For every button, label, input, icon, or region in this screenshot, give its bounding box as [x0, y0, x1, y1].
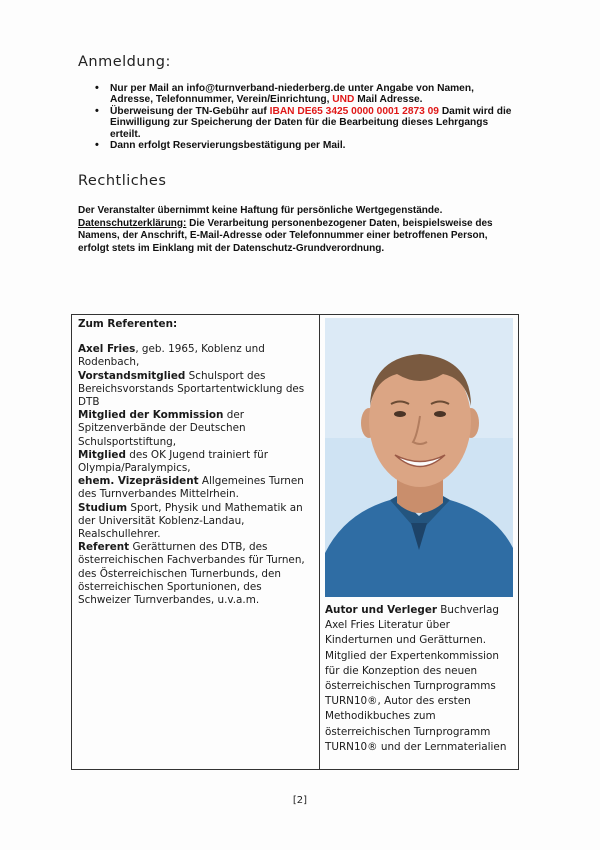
bio-role: ehem. Vizepräsident [78, 475, 199, 488]
privacy-paragraph [78, 218, 518, 256]
bio-text: Allgemeines Turnen des Turnverbandes Mittelrhein. [78, 475, 304, 501]
privacy-label: Datenschutzerklärung: [78, 217, 187, 229]
anmeldung-list [95, 83, 515, 152]
legal-text [78, 205, 518, 255]
bio-paragraph [78, 370, 314, 410]
bio-role: Mitglied [78, 448, 126, 461]
bio-role: Studium [78, 501, 128, 514]
bio-text: des OK Jugend trainiert für Olympia/Paralympics, [78, 448, 268, 475]
bio-paragraph [78, 541, 314, 607]
bullet-text: Damit wird die Einwilligung zur Speicherung der Daten für die Bearbeitung dieses Lehrgangs erteilt. [110, 106, 512, 140]
bio-text: , geb. 1965, Koblenz und Rodenbach, [78, 343, 265, 369]
bio-text: Buchverlag Axel Fries Literatur über Kinderturnen und Gerätturnen. Mitglied der Expertenkommission für die Konzeption des neuen österreichischen Turnprogramms TURN10®, Autor des ersten Methodikbuches zum österreichischen Turnprogramm TURN10® und der Lernmaterialien [325, 604, 507, 753]
bio-role: Referent [78, 541, 130, 554]
list-item [95, 83, 515, 106]
portrait-icon [325, 318, 513, 597]
bullet-text: Nur per Mail an info@turnverband-niederberg.de unter Angabe von Namen, Adresse, Telefonnummer, Verein/Einrichtung, [110, 83, 474, 106]
bio-role: Vorstandsmitglied [78, 369, 186, 382]
und-highlight: UND [332, 94, 355, 106]
list-item [95, 106, 515, 140]
bio-text: der Spitzenverbände der Deutschen Schulsportstiftung, [78, 409, 246, 448]
bullet-text: Dann erfolgt Reservierungsbestätigung per Mail. [110, 140, 346, 152]
bio-text: Gerätturnen des DTB, des österreichischen Fachverbandes für Turnen, des Österreichischen Turnerbunds, den österreichischen Sportunionen, des Schweizer Turnverbandes, u.v.a.m. [78, 541, 305, 607]
referent-heading: Zum Referenten: [78, 318, 178, 330]
bio-paragraph [78, 475, 314, 501]
bio-role: Mitglied der Kommission [78, 409, 224, 422]
bio-paragraph [78, 409, 314, 449]
column-divider [319, 315, 320, 769]
privacy-text: Die Verarbeitung personenbezogener Daten, beispielsweise des Namens, der Anschrift, E-Mail-Adresse oder Telefonnummer einer betroffenen Person, erfolgt stets im Einklang mit der Datenschutz-Grundverordnung. [78, 217, 493, 254]
referent-bio-left [78, 318, 314, 607]
bio-paragraph [325, 603, 515, 755]
liability-line: Der Veranstalter übernimmt keine Haftung für persönliche Wertgegenstände. [78, 205, 443, 216]
portrait-photo [325, 318, 513, 597]
bullet-text: Mail Adresse. [354, 94, 423, 106]
list-item [95, 140, 515, 151]
bio-text: Schulsport des Bereichsvorstands Sportartentwicklung des DTB [78, 369, 305, 409]
bio-paragraph [78, 449, 314, 475]
rechtliches-heading: Rechtliches [78, 173, 167, 189]
bullet-text: Überweisung der TN-Gebühr auf [110, 106, 270, 118]
bio-paragraph [78, 343, 314, 369]
referent-table [71, 314, 519, 770]
bio-paragraph [78, 502, 314, 542]
page-number: [2] [292, 795, 308, 806]
bio-text: Sport, Physik und Mathematik an der Universität Koblenz-Landau, Realschullehrer. [78, 501, 303, 541]
anmeldung-heading: Anmeldung: [78, 54, 171, 70]
bio-role: Autor und Verleger [325, 604, 437, 616]
iban-highlight: IBAN DE65 3425 0000 0001 2873 09 [269, 106, 439, 118]
referent-name: Axel Fries [78, 343, 136, 356]
referent-bio-right [325, 603, 515, 755]
